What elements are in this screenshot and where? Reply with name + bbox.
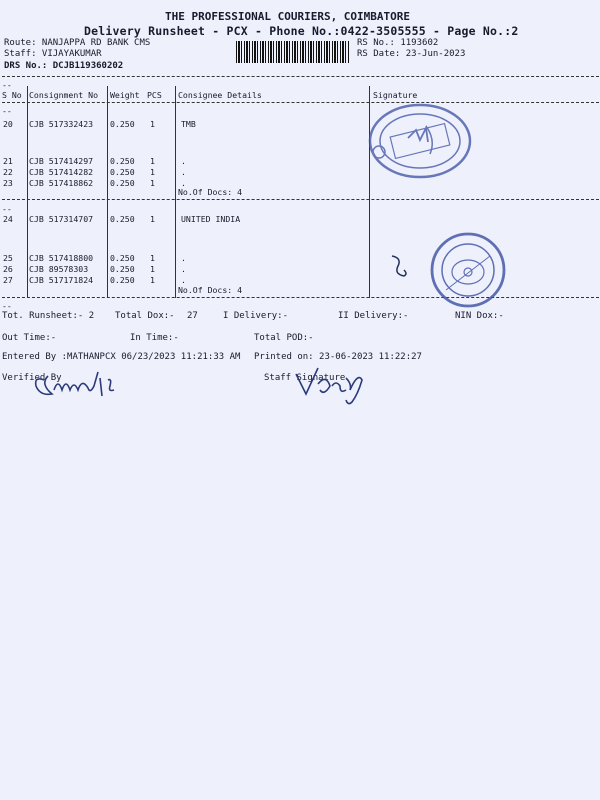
- row-consignee: .: [181, 167, 186, 177]
- staff-signature: [292, 366, 372, 406]
- row-consignee: .: [181, 156, 186, 166]
- column-line: [175, 86, 176, 298]
- row-sno: 21: [3, 156, 13, 166]
- nin-dox-label: NIN Dox:-: [455, 311, 504, 321]
- printed-on: Printed on: 23-06-2023 11:22:27: [254, 352, 422, 362]
- out-time-label: Out Time:-: [2, 333, 57, 343]
- staff-label: Staff: VIJAYAKUMAR: [4, 49, 102, 59]
- row-consignee: UNITED INDIA: [181, 214, 241, 224]
- divider: [2, 297, 599, 298]
- row-consignment: CJB 517171824: [29, 275, 94, 285]
- i-delivery-label: I Delivery:-: [223, 311, 289, 321]
- row-consignee: TMB: [181, 119, 196, 129]
- col-header-signature: Signature: [373, 90, 418, 100]
- col-header-weight: Weight: [110, 90, 140, 100]
- staff-signature-label: Staff Signature: [264, 373, 346, 383]
- divider: [2, 102, 599, 103]
- row-pcs: 1: [150, 119, 155, 129]
- row-consignment: CJB 89578303: [29, 264, 89, 274]
- row-sno: 20: [3, 119, 13, 129]
- row-weight: 0.250: [110, 167, 135, 177]
- docs-count: No.Of Docs: 4: [178, 187, 243, 197]
- docs-count: No.Of Docs: 4: [178, 285, 243, 295]
- row-pcs: 1: [150, 275, 155, 285]
- company-title: THE PROFESSIONAL COURIERS, COIMBATORE: [165, 10, 411, 23]
- row-pcs: 1: [150, 156, 155, 166]
- runsheet-subtitle: Delivery Runsheet - PCX - Phone No.:0422-3505555 - Page No.:2: [84, 24, 519, 38]
- row-sno: 25: [3, 253, 13, 263]
- bank-seal-stamp: [366, 100, 474, 182]
- row-consignment: CJB 517418862: [29, 178, 94, 188]
- rs-date: RS Date: 23-Jun-2023: [357, 49, 466, 59]
- row-weight: 0.250: [110, 275, 135, 285]
- rs-number: RS No.: 1193602: [357, 38, 439, 48]
- row-sno: 23: [3, 178, 13, 188]
- row-sno: 22: [3, 167, 13, 177]
- total-pod-label: Total POD:-: [254, 333, 314, 343]
- total-dox-value: 27: [187, 311, 198, 321]
- in-time-label: In Time:-: [130, 333, 179, 343]
- dash-marker: --: [2, 204, 12, 214]
- total-dox-label: Total Dox:-: [115, 311, 175, 321]
- row-consignee: .: [181, 178, 186, 188]
- ii-delivery-label: II Delivery:-: [338, 311, 409, 321]
- row-pcs: 1: [150, 167, 155, 177]
- row-consignee: .: [181, 275, 186, 285]
- column-line: [107, 86, 108, 298]
- row-sno: 27: [3, 275, 13, 285]
- dash-marker: --: [2, 301, 12, 311]
- row-consignee: .: [181, 264, 186, 274]
- row-consignment: CJB 517414297: [29, 156, 94, 166]
- row-weight: 0.250: [110, 264, 135, 274]
- row-pcs: 1: [150, 264, 155, 274]
- verifier-signature: [30, 366, 130, 402]
- dash-marker: --: [2, 80, 12, 90]
- row-consignment: CJB 517414282: [29, 167, 94, 177]
- dash-marker: --: [2, 106, 12, 116]
- row-consignment: CJB 517418800: [29, 253, 94, 263]
- row-pcs: 1: [150, 253, 155, 263]
- entered-by: Entered By :MATHANPCX 06/23/2023 11:21:33 AM: [2, 352, 241, 362]
- col-header-pcs: PCS: [147, 90, 162, 100]
- handwritten-signature-mark: [388, 252, 408, 280]
- column-line: [27, 86, 28, 298]
- row-weight: 0.250: [110, 156, 135, 166]
- row-consignee: .: [181, 253, 186, 263]
- total-runsheet: Tot. Runsheet:- 2: [2, 311, 95, 321]
- row-sno: 24: [3, 214, 13, 224]
- row-sno: 26: [3, 264, 13, 274]
- barcode: [236, 41, 350, 63]
- route-label: Route: NANJAPPA RD BANK CMS: [4, 38, 151, 48]
- divider: [2, 199, 599, 200]
- row-pcs: 1: [150, 178, 155, 188]
- row-pcs: 1: [150, 214, 155, 224]
- row-weight: 0.250: [110, 214, 135, 224]
- row-weight: 0.250: [110, 253, 135, 263]
- divider: [2, 76, 599, 77]
- drs-number: DRS No.: DCJB119360202: [4, 61, 124, 71]
- col-header-consignment: Consignment No: [29, 90, 99, 100]
- verified-by-label: Verified By: [2, 373, 62, 383]
- row-consignment: CJB 517314707: [29, 214, 94, 224]
- row-consignment: CJB 517332423: [29, 119, 94, 129]
- company-seal-stamp: [428, 230, 508, 314]
- row-weight: 0.250: [110, 119, 135, 129]
- col-header-sno: S No: [2, 90, 22, 100]
- col-header-consignee: Consignee Details: [178, 90, 262, 100]
- row-weight: 0.250: [110, 178, 135, 188]
